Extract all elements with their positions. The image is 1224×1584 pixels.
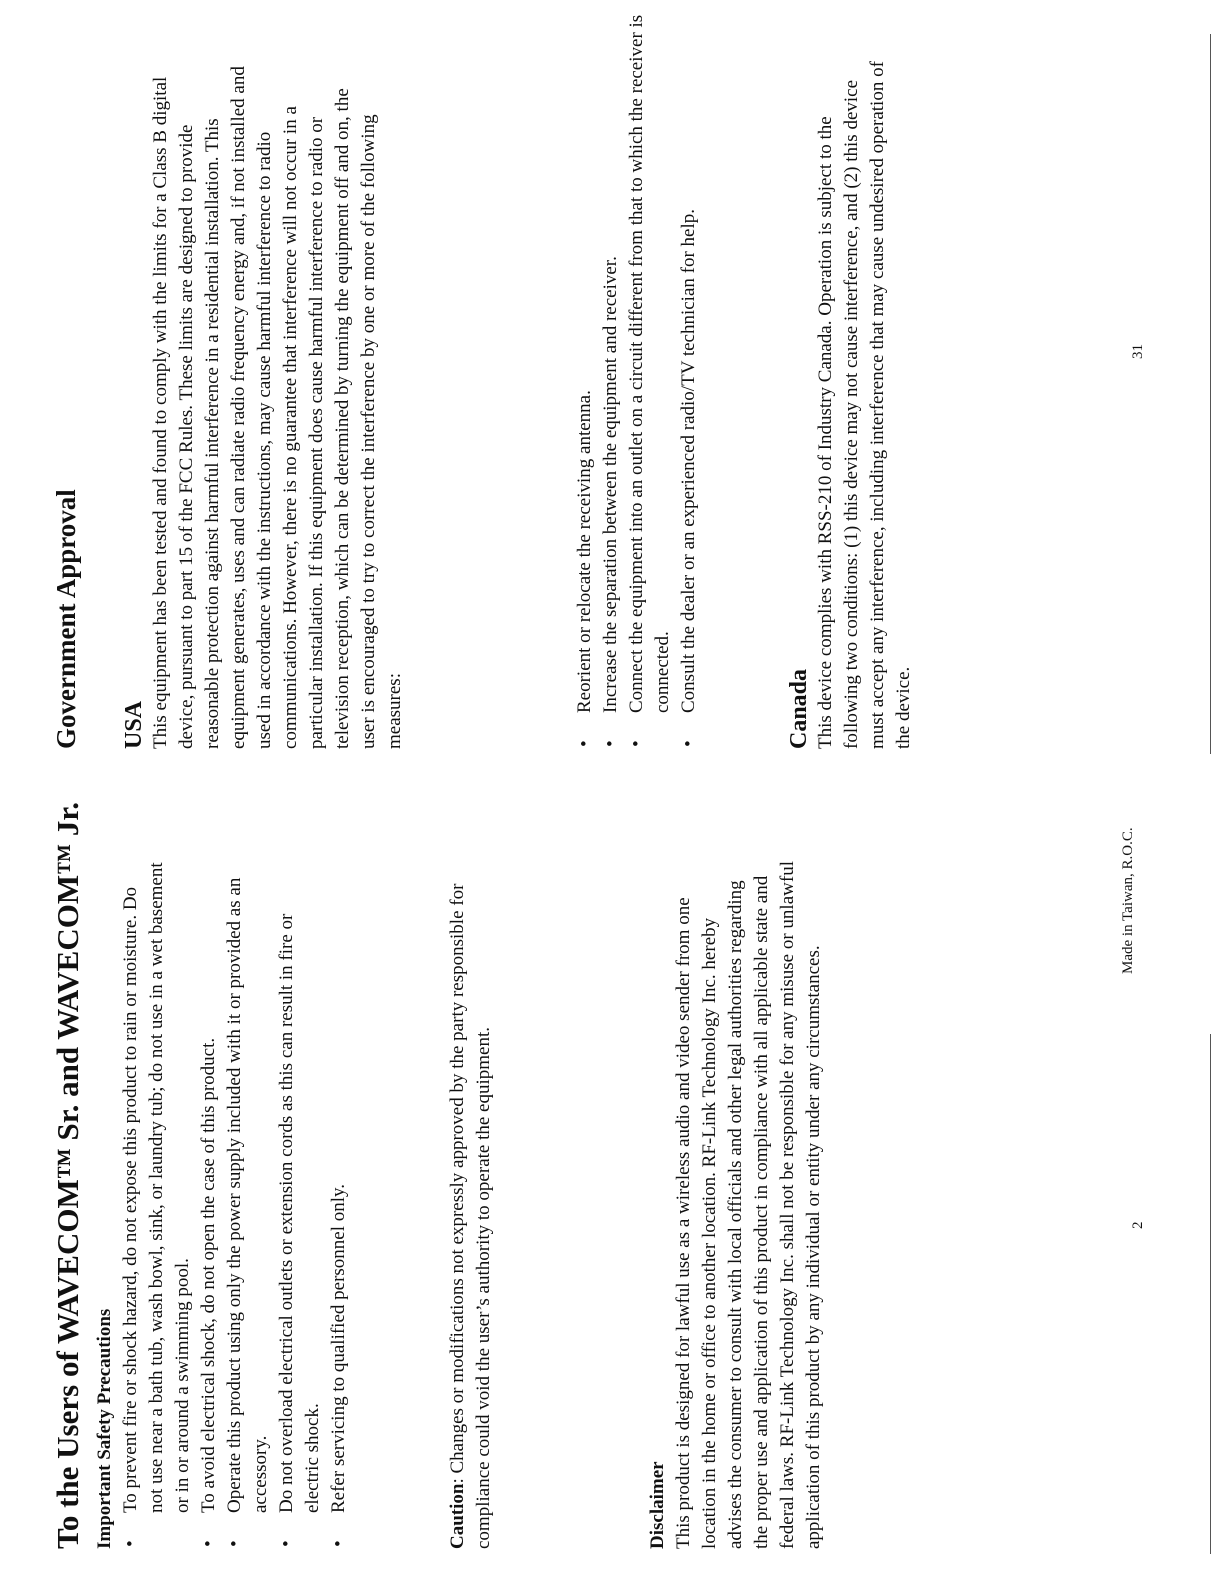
left-page-number: 2 bbox=[1130, 1221, 1146, 1229]
right-page-title: Government Approval bbox=[51, 489, 81, 749]
measures-list bbox=[572, 9, 702, 749]
bullet-icon: • bbox=[198, 1540, 219, 1547]
disclaimer-text: This product is designed for lawful use as a wireless audio and video sender from one location in the home or office to another location. RF-Link Technology Inc. hereby advises the consumer to consult with local officials and other legal authorities regarding the proper use and application of this product in compliance with all applicable state and federal laws. RF-Link Technology Inc. shall not be responsible for any misuse or unlawful application of this product by any individual or entity under any circumstances. bbox=[673, 861, 824, 1549]
canada-heading: Canada bbox=[786, 668, 812, 749]
right-bottom-rule bbox=[1210, 34, 1211, 754]
bullet-icon: • bbox=[678, 740, 699, 747]
right-page-number: 31 bbox=[1130, 344, 1146, 359]
bullet-icon: • bbox=[224, 1540, 245, 1547]
list-item: • Consult the dealer or an experienced radio/TV technician for help. bbox=[676, 9, 702, 749]
safety-list bbox=[118, 859, 352, 1549]
list-item: • To avoid electrical shock, do not open the case of this product. bbox=[196, 859, 222, 1549]
caution-paragraph bbox=[445, 859, 497, 1549]
made-in-label: Made in Taiwan, R.O.C. bbox=[1120, 827, 1136, 974]
disclaimer-section bbox=[645, 859, 827, 1549]
list-item: • Increase the separation between the equipment and receiver. bbox=[598, 9, 624, 749]
safety-section bbox=[92, 859, 352, 1549]
list-item: • Operate this product using only the power supply included with it or provided as an accessory. bbox=[224, 877, 271, 1547]
usa-heading: USA bbox=[121, 700, 147, 749]
usa-text: This equipment has been tested and found to comply with the limits for a Class B digital device, pursuant to part 15 of the FCC Rules. These limits are designed to provide reasonable protection against harmful interference in a residential installation. This equipment generates, uses and can radiate radio frequency energy and, if not installed and used in accordance with the instructions, may cause harmful interference to radio communications. However, there is no guarantee that interference will not occur in a particular installation. If this equipment does cause harmful interference to radio or television reception, which can be determined by turning the equipment off and on, the user is encouraged to try to correct the interference by one or more of the following measures: bbox=[150, 66, 405, 749]
bullet-icon: • bbox=[574, 740, 595, 747]
measures-section bbox=[572, 9, 702, 749]
left-bottom-rule bbox=[1210, 1034, 1211, 1554]
bullet-icon: • bbox=[276, 1540, 297, 1547]
canada-text: This device complies with RSS-210 of Industry Canada. Operation is subject to the following two conditions: (1) this device may not cause interference, and (2) this device must accept any interference, including interference that may cause undesired operation of the device. bbox=[815, 61, 914, 749]
caution-label: Caution bbox=[447, 1483, 468, 1549]
bullet-icon: • bbox=[328, 1540, 349, 1547]
usa-section bbox=[120, 59, 408, 749]
canada-section bbox=[785, 59, 917, 749]
list-item: • Refer servicing to qualified personnel only. bbox=[326, 859, 352, 1549]
left-page-title: To the Users of WAVECOM™ Sr. and WAVECOM™ Jr. bbox=[50, 802, 85, 1549]
bullet-icon: • bbox=[626, 740, 647, 747]
disclaimer-heading: Disclaimer bbox=[647, 1461, 668, 1549]
list-item: • Do not overload electrical outlets or extension cords as this can result in fire or electric shock. bbox=[276, 913, 323, 1547]
list-item: • Connect the equipment into an outlet on a circuit different from that to which the receiver is connected. bbox=[626, 14, 673, 747]
safety-heading: Important Safety Precautions bbox=[94, 1308, 115, 1549]
caution-text: : Changes or modifications not expressly approved by the party responsible for compliance could void the user’s authority to operate the equipment. bbox=[447, 883, 494, 1549]
bullet-icon: • bbox=[600, 740, 621, 747]
list-item: • To prevent fire or shock hazard, do not expose this product to rain or moisture. Do not use near a bath tub, wash bowl, sink, or laundry tub; do not use in a wet basement or in or around a swimming pool. bbox=[120, 862, 193, 1547]
bullet-icon: • bbox=[120, 1540, 141, 1547]
list-item: • Reorient or relocate the receiving antenna. bbox=[572, 9, 598, 749]
